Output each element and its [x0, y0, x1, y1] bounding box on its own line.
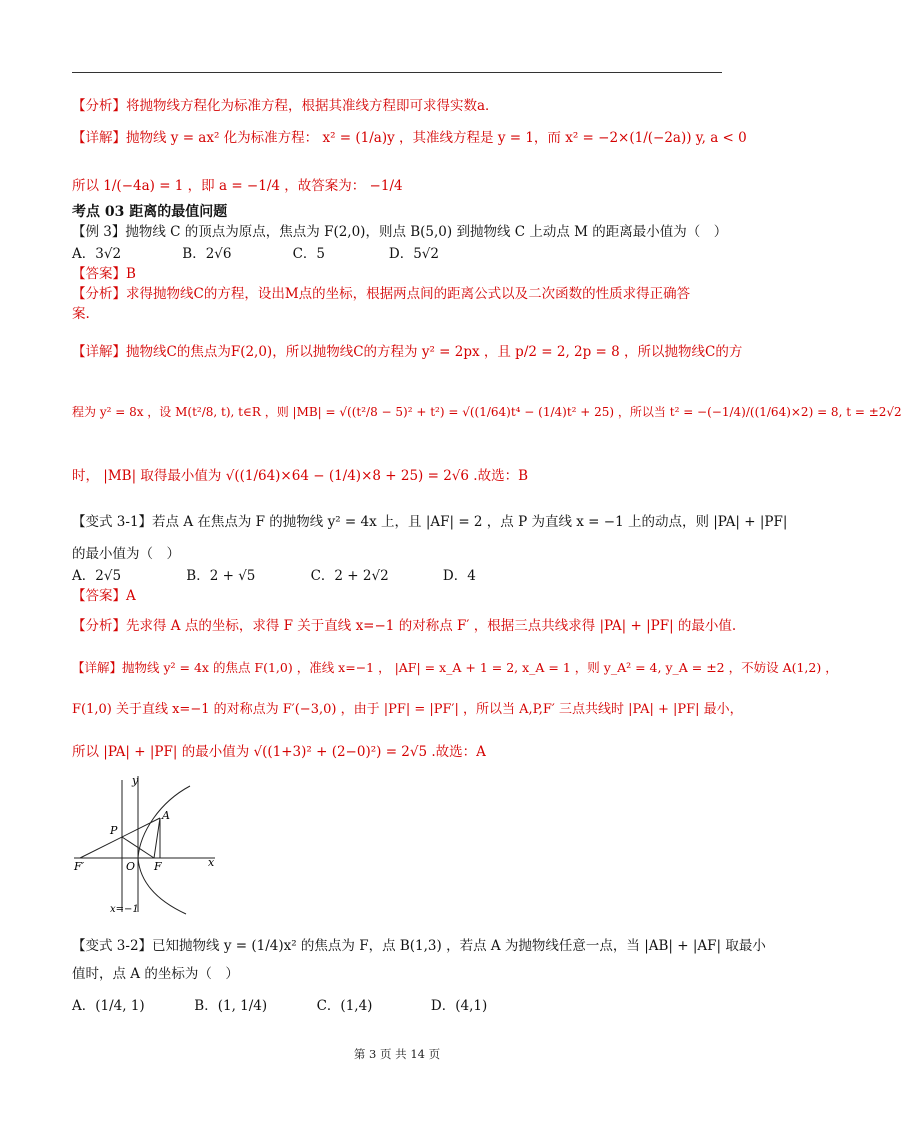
example-3-analysis: 【分析】求得抛物线C的方程，设出M点的坐标，根据两点间的距离公式以及二次函数的性质求得正确答 [72, 286, 691, 302]
detail-1: 【详解】抛物线 y = ax² 化为标准方程： x² = (1/a)y ，其准线方程是 y = 1，而 x² = −2×(1/(−2a)) y, a < 0 [72, 130, 747, 146]
option-a: A．(1/4, 1) [72, 998, 145, 1014]
variant-3-1-detail-1: 【详解】抛物线 y² = 4x 的焦点 F(1,0) ，准线 x=−1 ， |AF| = x_A + 1 = 2, x_A = 1 ，则 y_A² = 4, y_A = ±2 ，不妨设 A(1,2) ， [72, 660, 838, 675]
option-c: C．2 + 2√2 [310, 568, 389, 584]
example-3-detail-2: 程为 y² = 8x ，设 M(t²/8, t), t∈R ，则 |MB| = √((t²/8 − 5)² + t²) = √((1/64)t⁴ − (1/4)t² + 25) ，所以当 t² = −(−1/4)/((1/64)×2) = 8, t = ±2√2 [72, 405, 902, 419]
example-3-answer: 【答案】B [72, 266, 136, 282]
parabola-lower [138, 858, 186, 914]
detail-1b: 所以 1/(−4a) = 1 ，即 a = −1/4 ，故答案为： −1/4 [72, 178, 403, 194]
option-b: B．(1, 1/4) [194, 998, 268, 1014]
example-3-options [72, 244, 732, 264]
label-f-prime: F′ [74, 860, 85, 873]
variant-3-1-options [72, 566, 732, 586]
variant-3-1-analysis: 【分析】先求得 A 点的坐标，求得 F 关于直线 x=−1 的对称点 F′ ，根据三点共线求得 |PA| + |PF| 的最小值. [72, 618, 737, 634]
parabola-figure [70, 772, 220, 917]
label-directrix: x=−1 [110, 904, 139, 915]
label-p: P [110, 824, 118, 837]
variant-3-1-question-cont: 的最小值为（ ） [72, 546, 180, 562]
label-x: x [208, 856, 215, 869]
example-3-question: 【例 3】抛物线 C 的顶点为原点，焦点为 F(2,0)，则点 B(5,0) 到抛物线 C 上动点 M 的距离最小值为（ ） [72, 224, 728, 240]
parabola-upper [138, 786, 190, 858]
label-a: A [162, 809, 170, 822]
label-f: F [154, 860, 162, 873]
analysis-1: 【分析】将抛物线方程化为标准方程，根据其准线方程即可求得实数a． [72, 98, 499, 114]
option-a: A．2√5 [72, 568, 122, 584]
segment-f-prime-a [80, 818, 160, 858]
variant-3-2-question: 【变式 3-2】已知抛物线 y = (1/4)x² 的焦点为 F，点 B(1,3) ，若点 A 为抛物线任意一点，当 |AB| + |AF| 取最小 [72, 938, 766, 954]
header-rule [72, 72, 722, 73]
option-b: B．2 + √5 [186, 568, 256, 584]
example-3-detail-3: 时， |MB| 取得最小值为 √((1/64)×64 − (1/4)×8 + 25) = 2√6 .故选：B [72, 468, 528, 484]
variant-3-1-detail-3: 所以 |PA| + |PF| 的最小值为 √((1+3)² + (2−0)²) = 2√5 .故选：A [72, 744, 486, 760]
label-o: O [126, 860, 136, 873]
variant-3-2-question-cont: 值时，点 A 的坐标为（ ） [72, 966, 239, 982]
variant-3-1-question: 【变式 3-1】若点 A 在焦点为 F 的抛物线 y² = 4x 上，且 |AF| = 2 ，点 P 为直线 x = −1 上的动点，则 |PA| + |PF| [72, 514, 788, 530]
option-c: C．(1,4) [316, 998, 373, 1014]
example-3-analysis-cont: 案. [72, 306, 90, 322]
page-footer: 第 3 页 共 14 页 [353, 1047, 441, 1061]
variant-3-1-detail-2: F(1,0) 关于直线 x=−1 的对称点为 F′(−3,0) ，由于 |PF| = |PF′| ，所以当 A,P,F′ 三点共线时 |PA| + |PF| 最小， [72, 702, 743, 717]
option-d: D．5√2 [388, 246, 439, 262]
example-3-detail-1: 【详解】抛物线C的焦点为F(2,0)，所以抛物线C的方程为 y² = 2px ，且 p/2 = 2, 2p = 8 ，所以抛物线C的方 [72, 344, 743, 360]
segment-f-a [154, 818, 160, 858]
variant-3-1-answer: 【答案】A [72, 588, 136, 604]
label-y: y [132, 774, 139, 787]
option-d: D．4 [442, 568, 476, 584]
option-b: B．2√6 [182, 246, 232, 262]
option-a: A．3√2 [72, 246, 122, 262]
option-c: C．5 [292, 246, 326, 262]
variant-3-2-options [72, 996, 732, 1016]
section-title: 考点 03 距离的最值问题 [72, 204, 228, 220]
option-d: D．(4,1) [430, 998, 488, 1014]
